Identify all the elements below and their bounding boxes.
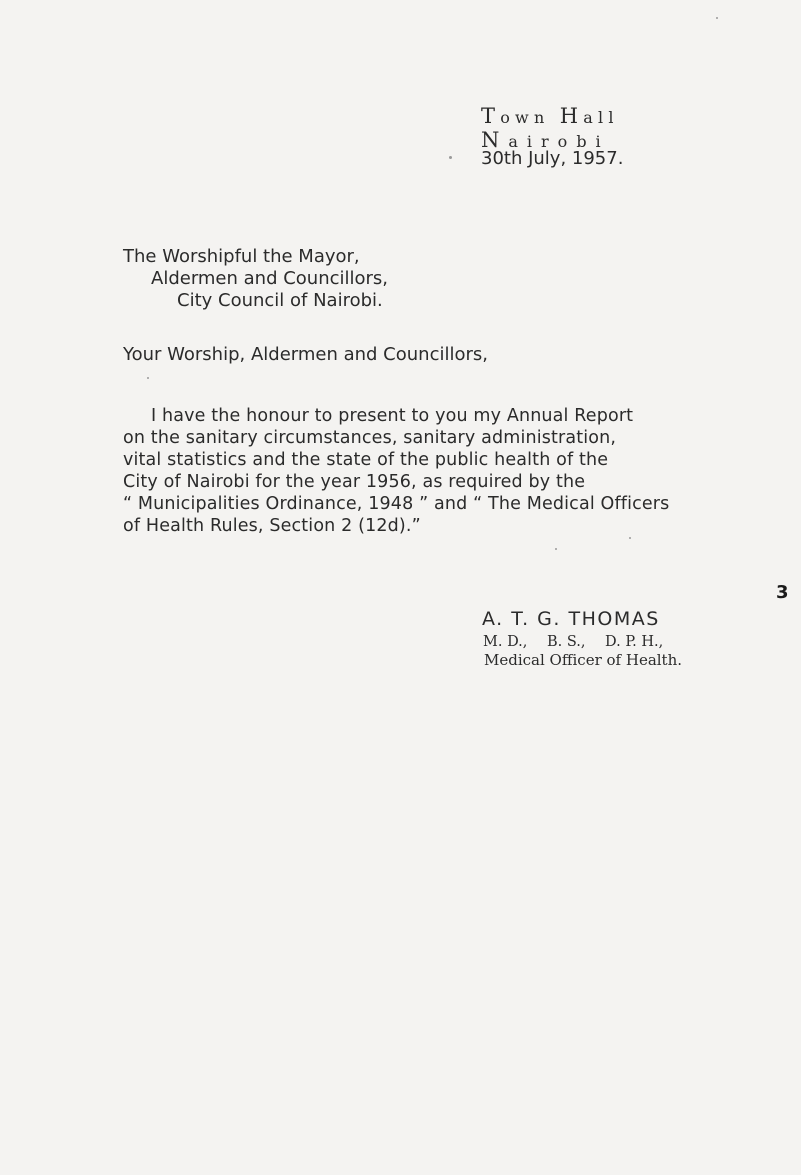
scan-speck — [449, 156, 452, 159]
scan-speck — [147, 377, 149, 379]
scan-speck — [629, 537, 631, 539]
signatory-degree-dph: D. P. H., — [605, 634, 664, 650]
scan-speck — [555, 548, 557, 550]
body-line-6: of Health Rules, Section 2 (12d).” — [123, 516, 421, 536]
body-line-4: City of Nairobi for the year 1956, as required by the — [123, 472, 586, 492]
signatory-degree-bs: B. S., — [547, 634, 586, 650]
letter-date: 30th July, 1957. — [481, 148, 624, 169]
scan-speck — [716, 17, 718, 19]
recipient-line-3: City Council of Nairobi. — [177, 290, 383, 311]
signatory-name: A. T. G. THOMAS — [482, 608, 660, 630]
body-line-3: vital statistics and the state of the public health of the — [123, 450, 609, 470]
body-line-2: on the sanitary circumstances, sanitary administration, — [123, 428, 617, 448]
address-nairobi: Nairobi — [481, 128, 610, 152]
address-town-hall: Town Hall — [481, 104, 619, 128]
page-number: 3 — [776, 582, 789, 603]
salutation: Your Worship, Aldermen and Councillors, — [123, 344, 488, 365]
signatory-degree-md: M. D., — [483, 634, 528, 650]
recipient-line-1: The Worshipful the Mayor, — [123, 246, 360, 267]
body-line-1: I have the honour to present to you my Annual Report — [151, 406, 634, 426]
body-line-5: “ Municipalities Ordinance, 1948 ” and “ The Medical Officers — [123, 494, 670, 514]
recipient-line-2: Aldermen and Councillors, — [151, 268, 389, 289]
signatory-title: Medical Officer of Health. — [484, 651, 683, 669]
